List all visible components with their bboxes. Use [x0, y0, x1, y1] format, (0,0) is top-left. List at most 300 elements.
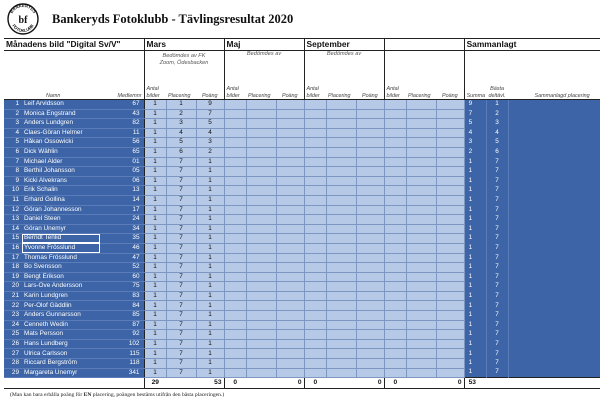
empty-cell[interactable]	[326, 205, 356, 215]
empty-cell[interactable]	[356, 330, 384, 340]
summa-cell[interactable]: 1	[464, 263, 486, 273]
basta-deltavling-cell[interactable]: 7	[486, 243, 508, 253]
empty-cell[interactable]	[224, 263, 246, 273]
summa-cell[interactable]: 1	[464, 157, 486, 167]
antal-bilder-cell[interactable]: 1	[144, 311, 166, 321]
empty-cell[interactable]	[436, 282, 464, 292]
empty-cell[interactable]	[384, 205, 406, 215]
antal-bilder-cell[interactable]: 1	[144, 301, 166, 311]
sammanlagd-placering-cell[interactable]	[508, 263, 600, 273]
empty-cell[interactable]	[406, 109, 436, 119]
placering-cell[interactable]: 7	[166, 339, 196, 349]
empty-cell[interactable]	[406, 330, 436, 340]
empty-cell[interactable]	[406, 320, 436, 330]
empty-cell[interactable]	[406, 263, 436, 273]
empty-cell[interactable]	[436, 176, 464, 186]
poang-cell[interactable]: 1	[196, 368, 224, 378]
empty-cell[interactable]	[436, 349, 464, 359]
basta-deltavling-cell[interactable]: 7	[486, 291, 508, 301]
empty-cell[interactable]	[246, 157, 276, 167]
empty-cell[interactable]	[304, 320, 326, 330]
empty-cell[interactable]	[224, 147, 246, 157]
empty-cell[interactable]	[276, 301, 304, 311]
poang-cell[interactable]: 1	[196, 291, 224, 301]
empty-cell[interactable]	[436, 186, 464, 196]
antal-bilder-cell[interactable]: 1	[144, 167, 166, 177]
empty-cell[interactable]	[276, 320, 304, 330]
summa-cell[interactable]: 1	[464, 301, 486, 311]
summa-cell[interactable]: 4	[464, 128, 486, 138]
antal-bilder-cell[interactable]: 1	[144, 282, 166, 292]
basta-deltavling-cell[interactable]: 7	[486, 263, 508, 273]
antal-bilder-cell[interactable]: 1	[144, 330, 166, 340]
empty-cell[interactable]	[384, 311, 406, 321]
empty-cell[interactable]	[224, 291, 246, 301]
basta-deltavling-cell[interactable]: 7	[486, 272, 508, 282]
empty-cell[interactable]	[304, 215, 326, 225]
basta-deltavling-cell[interactable]: 7	[486, 339, 508, 349]
basta-deltavling-cell[interactable]: 3	[486, 119, 508, 129]
empty-cell[interactable]	[406, 282, 436, 292]
member-number-cell[interactable]: 65	[100, 147, 144, 157]
empty-cell[interactable]	[224, 349, 246, 359]
empty-cell[interactable]	[246, 176, 276, 186]
placering-cell[interactable]: 5	[166, 138, 196, 148]
empty-cell[interactable]	[436, 368, 464, 378]
member-name-cell[interactable]: Kicki Alvekrans	[22, 176, 100, 186]
empty-cell[interactable]	[276, 368, 304, 378]
empty-cell[interactable]	[326, 301, 356, 311]
empty-cell[interactable]	[276, 234, 304, 244]
empty-cell[interactable]	[406, 167, 436, 177]
placering-cell[interactable]: 7	[166, 205, 196, 215]
empty-cell[interactable]	[356, 359, 384, 369]
placering-cell[interactable]: 7	[166, 195, 196, 205]
empty-cell[interactable]	[384, 147, 406, 157]
empty-cell[interactable]	[304, 330, 326, 340]
empty-cell[interactable]	[356, 282, 384, 292]
placering-cell[interactable]: 7	[166, 282, 196, 292]
empty-cell[interactable]	[406, 243, 436, 253]
poang-cell[interactable]: 1	[196, 349, 224, 359]
empty-cell[interactable]	[436, 167, 464, 177]
empty-cell[interactable]	[326, 320, 356, 330]
summa-cell[interactable]: 9	[464, 100, 486, 110]
member-name-cell[interactable]: Per-Olof Gäddlin	[22, 301, 100, 311]
summa-cell[interactable]: 3	[464, 138, 486, 148]
empty-cell[interactable]	[436, 100, 464, 110]
empty-cell[interactable]	[276, 349, 304, 359]
empty-cell[interactable]	[356, 167, 384, 177]
empty-cell[interactable]	[246, 368, 276, 378]
empty-cell[interactable]	[276, 291, 304, 301]
empty-cell[interactable]	[436, 311, 464, 321]
member-number-cell[interactable]: 11	[100, 128, 144, 138]
empty-cell[interactable]	[246, 263, 276, 273]
empty-cell[interactable]	[276, 147, 304, 157]
empty-cell[interactable]	[304, 311, 326, 321]
empty-cell[interactable]	[384, 243, 406, 253]
placering-cell[interactable]: 7	[166, 224, 196, 234]
member-number-cell[interactable]: 52	[100, 263, 144, 273]
empty-cell[interactable]	[224, 359, 246, 369]
empty-cell[interactable]	[246, 243, 276, 253]
poang-cell[interactable]: 9	[196, 100, 224, 110]
basta-deltavling-cell[interactable]: 7	[486, 282, 508, 292]
sammanlagd-placering-cell[interactable]	[508, 138, 600, 148]
empty-cell[interactable]	[356, 339, 384, 349]
empty-cell[interactable]	[246, 349, 276, 359]
summa-cell[interactable]: 1	[464, 272, 486, 282]
empty-cell[interactable]	[356, 253, 384, 263]
member-number-cell[interactable]: 06	[100, 176, 144, 186]
empty-cell[interactable]	[356, 186, 384, 196]
basta-deltavling-cell[interactable]: 7	[486, 215, 508, 225]
empty-cell[interactable]	[384, 359, 406, 369]
poang-cell[interactable]: 1	[196, 253, 224, 263]
empty-cell[interactable]	[326, 100, 356, 110]
empty-cell[interactable]	[356, 234, 384, 244]
sammanlagd-placering-cell[interactable]	[508, 167, 600, 177]
member-name-cell[interactable]: Göran Unemyr	[22, 224, 100, 234]
empty-cell[interactable]	[304, 186, 326, 196]
member-name-cell[interactable]: Anders Gunnarsson	[22, 311, 100, 321]
empty-cell[interactable]	[224, 301, 246, 311]
empty-cell[interactable]	[406, 186, 436, 196]
summa-cell[interactable]: 1	[464, 224, 486, 234]
member-name-cell[interactable]: Erik Schalin	[22, 186, 100, 196]
poang-cell[interactable]: 1	[196, 320, 224, 330]
empty-cell[interactable]	[326, 253, 356, 263]
member-name-cell[interactable]: Mats Persson	[22, 330, 100, 340]
empty-cell[interactable]	[246, 339, 276, 349]
empty-cell[interactable]	[276, 253, 304, 263]
empty-cell[interactable]	[304, 234, 326, 244]
poang-cell[interactable]: 1	[196, 282, 224, 292]
placering-cell[interactable]: 7	[166, 263, 196, 273]
sammanlagd-placering-cell[interactable]	[508, 195, 600, 205]
member-name-cell[interactable]: Karin Lundgren	[22, 291, 100, 301]
poang-cell[interactable]: 1	[196, 339, 224, 349]
member-name-cell[interactable]: Daniel Steen	[22, 215, 100, 225]
poang-cell[interactable]: 1	[196, 272, 224, 282]
empty-cell[interactable]	[304, 224, 326, 234]
placering-cell[interactable]: 7	[166, 291, 196, 301]
empty-cell[interactable]	[276, 157, 304, 167]
poang-cell[interactable]: 4	[196, 128, 224, 138]
empty-cell[interactable]	[326, 167, 356, 177]
empty-cell[interactable]	[246, 167, 276, 177]
empty-cell[interactable]	[406, 349, 436, 359]
empty-cell[interactable]	[304, 339, 326, 349]
empty-cell[interactable]	[436, 291, 464, 301]
empty-cell[interactable]	[246, 291, 276, 301]
empty-cell[interactable]	[436, 157, 464, 167]
empty-cell[interactable]	[304, 272, 326, 282]
sammanlagd-placering-cell[interactable]	[508, 243, 600, 253]
poang-cell[interactable]: 1	[196, 167, 224, 177]
summa-cell[interactable]: 1	[464, 253, 486, 263]
empty-cell[interactable]	[384, 320, 406, 330]
empty-cell[interactable]	[304, 349, 326, 359]
empty-cell[interactable]	[246, 215, 276, 225]
empty-cell[interactable]	[406, 100, 436, 110]
empty-cell[interactable]	[224, 195, 246, 205]
basta-deltavling-cell[interactable]: 7	[486, 368, 508, 378]
empty-cell[interactable]	[436, 195, 464, 205]
empty-cell[interactable]	[276, 330, 304, 340]
empty-cell[interactable]	[326, 128, 356, 138]
empty-cell[interactable]	[406, 234, 436, 244]
summa-cell[interactable]: 1	[464, 320, 486, 330]
empty-cell[interactable]	[276, 176, 304, 186]
empty-cell[interactable]	[224, 320, 246, 330]
placering-cell[interactable]: 7	[166, 320, 196, 330]
member-number-cell[interactable]: 341	[100, 368, 144, 378]
poang-cell[interactable]: 1	[196, 301, 224, 311]
member-number-cell[interactable]: 87	[100, 320, 144, 330]
sammanlagd-placering-cell[interactable]	[508, 109, 600, 119]
empty-cell[interactable]	[384, 100, 406, 110]
empty-cell[interactable]	[356, 176, 384, 186]
empty-cell[interactable]	[326, 282, 356, 292]
summa-cell[interactable]: 7	[464, 109, 486, 119]
empty-cell[interactable]	[356, 320, 384, 330]
empty-cell[interactable]	[276, 311, 304, 321]
empty-cell[interactable]	[246, 186, 276, 196]
empty-cell[interactable]	[326, 339, 356, 349]
empty-cell[interactable]	[326, 359, 356, 369]
antal-bilder-cell[interactable]: 1	[144, 109, 166, 119]
empty-cell[interactable]	[436, 147, 464, 157]
empty-cell[interactable]	[356, 301, 384, 311]
empty-cell[interactable]	[326, 243, 356, 253]
sammanlagd-placering-cell[interactable]	[508, 311, 600, 321]
empty-cell[interactable]	[246, 147, 276, 157]
empty-cell[interactable]	[224, 186, 246, 196]
member-number-cell[interactable]: 92	[100, 330, 144, 340]
empty-cell[interactable]	[326, 138, 356, 148]
antal-bilder-cell[interactable]: 1	[144, 272, 166, 282]
placering-cell[interactable]: 7	[166, 311, 196, 321]
empty-cell[interactable]	[406, 253, 436, 263]
empty-cell[interactable]	[304, 119, 326, 129]
summa-cell[interactable]: 1	[464, 339, 486, 349]
member-name-cell[interactable]: Ulrica Carlsson	[22, 349, 100, 359]
empty-cell[interactable]	[246, 224, 276, 234]
empty-cell[interactable]	[384, 176, 406, 186]
poang-cell[interactable]: 7	[196, 109, 224, 119]
empty-cell[interactable]	[356, 291, 384, 301]
empty-cell[interactable]	[326, 234, 356, 244]
empty-cell[interactable]	[276, 243, 304, 253]
empty-cell[interactable]	[384, 157, 406, 167]
empty-cell[interactable]	[356, 368, 384, 378]
antal-bilder-cell[interactable]: 1	[144, 215, 166, 225]
basta-deltavling-cell[interactable]: 7	[486, 320, 508, 330]
placering-cell[interactable]: 7	[166, 157, 196, 167]
empty-cell[interactable]	[304, 167, 326, 177]
antal-bilder-cell[interactable]: 1	[144, 234, 166, 244]
antal-bilder-cell[interactable]: 1	[144, 138, 166, 148]
empty-cell[interactable]	[246, 301, 276, 311]
summa-cell[interactable]: 1	[464, 243, 486, 253]
empty-cell[interactable]	[384, 224, 406, 234]
empty-cell[interactable]	[436, 215, 464, 225]
placering-cell[interactable]: 4	[166, 128, 196, 138]
empty-cell[interactable]	[406, 195, 436, 205]
sammanlagd-placering-cell[interactable]	[508, 339, 600, 349]
empty-cell[interactable]	[246, 234, 276, 244]
antal-bilder-cell[interactable]: 1	[144, 119, 166, 129]
empty-cell[interactable]	[356, 272, 384, 282]
empty-cell[interactable]	[384, 282, 406, 292]
empty-cell[interactable]	[304, 109, 326, 119]
summa-cell[interactable]: 1	[464, 195, 486, 205]
empty-cell[interactable]	[384, 138, 406, 148]
empty-cell[interactable]	[246, 359, 276, 369]
empty-cell[interactable]	[356, 263, 384, 273]
empty-cell[interactable]	[326, 349, 356, 359]
empty-cell[interactable]	[224, 330, 246, 340]
empty-cell[interactable]	[246, 100, 276, 110]
poang-cell[interactable]: 5	[196, 119, 224, 129]
member-name-cell[interactable]: Michael Alder	[22, 157, 100, 167]
antal-bilder-cell[interactable]: 1	[144, 195, 166, 205]
empty-cell[interactable]	[406, 311, 436, 321]
empty-cell[interactable]	[436, 224, 464, 234]
member-number-cell[interactable]: 34	[100, 224, 144, 234]
empty-cell[interactable]	[304, 263, 326, 273]
basta-deltavling-cell[interactable]: 7	[486, 234, 508, 244]
empty-cell[interactable]	[246, 205, 276, 215]
empty-cell[interactable]	[276, 282, 304, 292]
summa-cell[interactable]: 2	[464, 147, 486, 157]
sammanlagd-placering-cell[interactable]	[508, 359, 600, 369]
member-number-cell[interactable]: 47	[100, 253, 144, 263]
empty-cell[interactable]	[304, 195, 326, 205]
empty-cell[interactable]	[326, 330, 356, 340]
sammanlagd-placering-cell[interactable]	[508, 215, 600, 225]
empty-cell[interactable]	[384, 368, 406, 378]
empty-cell[interactable]	[356, 243, 384, 253]
member-name-cell[interactable]: Håkan Ossowicki	[22, 138, 100, 148]
placering-cell[interactable]: 7	[166, 167, 196, 177]
empty-cell[interactable]	[224, 176, 246, 186]
sammanlagd-placering-cell[interactable]	[508, 291, 600, 301]
placering-cell[interactable]: 3	[166, 119, 196, 129]
poang-cell[interactable]: 1	[196, 243, 224, 253]
empty-cell[interactable]	[356, 147, 384, 157]
empty-cell[interactable]	[276, 359, 304, 369]
empty-cell[interactable]	[406, 157, 436, 167]
empty-cell[interactable]	[246, 311, 276, 321]
sammanlagd-placering-cell[interactable]	[508, 320, 600, 330]
sammanlagd-placering-cell[interactable]	[508, 128, 600, 138]
empty-cell[interactable]	[326, 195, 356, 205]
empty-cell[interactable]	[406, 272, 436, 282]
basta-deltavling-cell[interactable]: 2	[486, 109, 508, 119]
poang-cell[interactable]: 1	[196, 359, 224, 369]
empty-cell[interactable]	[224, 109, 246, 119]
placering-cell[interactable]: 6	[166, 147, 196, 157]
antal-bilder-cell[interactable]: 1	[144, 368, 166, 378]
empty-cell[interactable]	[384, 167, 406, 177]
empty-cell[interactable]	[224, 243, 246, 253]
empty-cell[interactable]	[436, 138, 464, 148]
empty-cell[interactable]	[276, 272, 304, 282]
empty-cell[interactable]	[276, 186, 304, 196]
member-number-cell[interactable]: 05	[100, 167, 144, 177]
empty-cell[interactable]	[304, 205, 326, 215]
empty-cell[interactable]	[304, 157, 326, 167]
empty-cell[interactable]	[326, 147, 356, 157]
empty-cell[interactable]	[384, 234, 406, 244]
empty-cell[interactable]	[356, 311, 384, 321]
empty-cell[interactable]	[356, 138, 384, 148]
poang-cell[interactable]: 1	[196, 224, 224, 234]
sammanlagd-placering-cell[interactable]	[508, 272, 600, 282]
empty-cell[interactable]	[406, 138, 436, 148]
empty-cell[interactable]	[224, 311, 246, 321]
sammanlagd-placering-cell[interactable]	[508, 157, 600, 167]
empty-cell[interactable]	[356, 224, 384, 234]
summa-cell[interactable]: 1	[464, 205, 486, 215]
basta-deltavling-cell[interactable]: 1	[486, 100, 508, 110]
empty-cell[interactable]	[246, 119, 276, 129]
poang-cell[interactable]: 1	[196, 311, 224, 321]
member-name-cell[interactable]: Berndt Tenlid	[22, 234, 100, 244]
antal-bilder-cell[interactable]: 1	[144, 263, 166, 273]
basta-deltavling-cell[interactable]: 7	[486, 253, 508, 263]
placering-cell[interactable]: 7	[166, 186, 196, 196]
empty-cell[interactable]	[436, 330, 464, 340]
empty-cell[interactable]	[276, 205, 304, 215]
poang-cell[interactable]: 1	[196, 234, 224, 244]
poang-cell[interactable]: 3	[196, 138, 224, 148]
sammanlagd-placering-cell[interactable]	[508, 368, 600, 378]
empty-cell[interactable]	[356, 157, 384, 167]
empty-cell[interactable]	[246, 109, 276, 119]
empty-cell[interactable]	[326, 157, 356, 167]
empty-cell[interactable]	[246, 320, 276, 330]
empty-cell[interactable]	[406, 291, 436, 301]
member-number-cell[interactable]: 13	[100, 186, 144, 196]
empty-cell[interactable]	[276, 263, 304, 273]
empty-cell[interactable]	[326, 109, 356, 119]
basta-deltavling-cell[interactable]: 7	[486, 157, 508, 167]
empty-cell[interactable]	[224, 119, 246, 129]
empty-cell[interactable]	[406, 119, 436, 129]
member-name-cell[interactable]: Riccard Bergström	[22, 359, 100, 369]
placering-cell[interactable]: 2	[166, 109, 196, 119]
basta-deltavling-cell[interactable]: 7	[486, 311, 508, 321]
member-number-cell[interactable]: 01	[100, 157, 144, 167]
empty-cell[interactable]	[436, 272, 464, 282]
sammanlagd-placering-cell[interactable]	[508, 119, 600, 129]
member-name-cell[interactable]: Monica Engstrand	[22, 109, 100, 119]
sammanlagd-placering-cell[interactable]	[508, 330, 600, 340]
antal-bilder-cell[interactable]: 1	[144, 359, 166, 369]
member-number-cell[interactable]: 84	[100, 301, 144, 311]
empty-cell[interactable]	[406, 215, 436, 225]
empty-cell[interactable]	[384, 330, 406, 340]
empty-cell[interactable]	[224, 205, 246, 215]
poang-cell[interactable]: 1	[196, 157, 224, 167]
empty-cell[interactable]	[356, 205, 384, 215]
placering-cell[interactable]: 7	[166, 301, 196, 311]
member-number-cell[interactable]: 24	[100, 215, 144, 225]
